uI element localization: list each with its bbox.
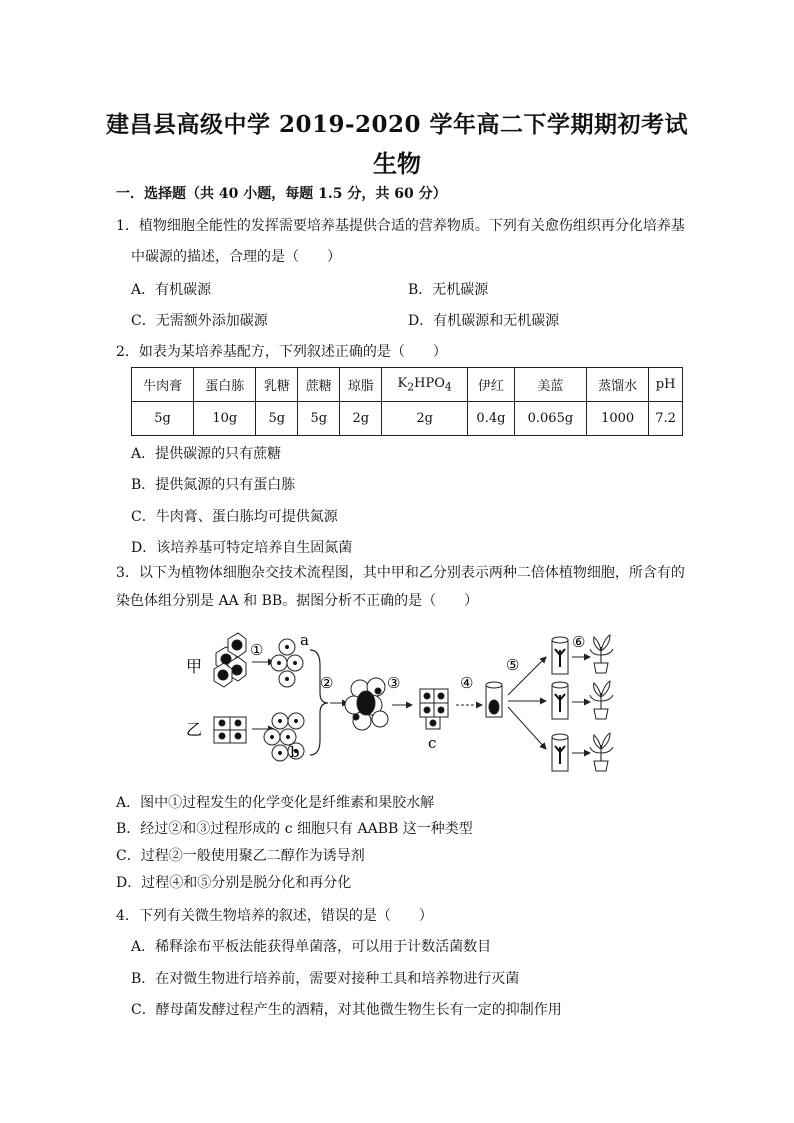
- potted-plant-3: [590, 733, 613, 771]
- regeneration-tube-1: [552, 637, 568, 674]
- cell-cluster-jia: [214, 633, 246, 687]
- q2-option-c: C．牛肉膏、蛋白胨均可提供氮源: [131, 509, 338, 525]
- q1-option-c: C．无需额外添加碳源: [131, 313, 268, 329]
- q4-option-a: A．稀释涂布平板法能获得单菌落，可以用于计数活菌数目: [131, 939, 492, 955]
- step-2-label: ②: [320, 674, 334, 692]
- table-header-cell: 乳糖: [256, 368, 298, 402]
- label-c: c: [428, 734, 437, 752]
- q1-option-a: A．有机碳源: [131, 282, 212, 298]
- hybrid-cells-c: [420, 689, 448, 729]
- step-3-label: ③: [387, 674, 401, 692]
- q3-option-c: C．过程②一般使用聚乙二醇作为诱导剂: [116, 848, 365, 864]
- fused-cells: [345, 678, 388, 730]
- table-cell: 2g: [382, 402, 468, 436]
- table-header-cell: 美蓝: [514, 368, 586, 402]
- q4-option-c: C．酵母菌发酵过程产生的酒精，对其他微生物生长有一定的抑制作用: [131, 1002, 562, 1018]
- q3-stem-line1: 3．以下为植物体细胞杂交技术流程图，其中甲和乙分别表示两种二倍体植物细胞，所含有的: [116, 565, 685, 581]
- table-cell: 5g: [298, 402, 340, 436]
- potted-plant-1: [590, 635, 613, 673]
- cell-cluster-yi: [214, 717, 246, 743]
- label-yi: 乙: [186, 720, 203, 739]
- table-cell: 10g: [194, 402, 256, 436]
- table-cell: 2g: [340, 402, 382, 436]
- q3-stem-line2: 染色体组分别是 AA 和 BB。据图分析不正确的是（ ）: [116, 593, 479, 609]
- table-cell: 5g: [132, 402, 194, 436]
- regeneration-tube-3: [552, 734, 568, 771]
- table-row: [132, 402, 683, 436]
- media-formula-table: [131, 367, 683, 436]
- q4-option-b: B．在对微生物进行培养前，需要对接种工具和培养物进行灭菌: [131, 971, 520, 987]
- table-cell: 0.4g: [468, 402, 515, 436]
- q1-stem-line1: 1．植物细胞全能性的发挥需要培养基提供合适的营养物质。下列有关愈伤组织再分化培养基: [116, 218, 685, 234]
- q2-option-d: D．该培养基可特定培养自生固氮菌: [131, 540, 353, 556]
- exam-title: 建昌县高级中学 2019-2020 学年高二下学期期初考试: [105, 111, 689, 138]
- q1-stem-line2: 中碳源的描述，合理的是（ ）: [131, 249, 341, 265]
- table-cell: 1000: [587, 402, 649, 436]
- label-jia: 甲: [186, 657, 203, 676]
- table-header-cell: 牛肉膏: [132, 368, 194, 402]
- table-cell: 5g: [256, 402, 298, 436]
- table-header-cell: 蒸馏水: [587, 368, 649, 402]
- step-4-label: ④: [460, 674, 474, 692]
- regeneration-tube-2: [552, 682, 568, 719]
- q2-option-a: A．提供碳源的只有蔗糖: [131, 446, 282, 462]
- table-cell: 0.065g: [514, 402, 586, 436]
- q2-stem: 2．如表为某培养基配方，下列叙述正确的是（ ）: [116, 344, 447, 360]
- q4-stem: 4．下列有关微生物培养的叙述，错误的是（ ）: [116, 908, 433, 924]
- exam-subject: 生物: [373, 149, 421, 178]
- table-header-row: [132, 368, 683, 402]
- table-cell: 7.2: [649, 402, 683, 436]
- q3-option-d: D．过程④和⑤分别是脱分化和再分化: [116, 875, 352, 891]
- q2-option-b: B．提供氮源的只有蛋白胨: [131, 477, 296, 493]
- table-header-cell: 蔗糖: [298, 368, 340, 402]
- q1-option-d: D．有机碳源和无机碳源: [408, 313, 560, 329]
- table-header-cell: pH: [649, 368, 683, 402]
- q1-option-b: B．无机碳源: [408, 282, 489, 298]
- label-a: a: [300, 631, 309, 649]
- table-header-cell: 琼脂: [340, 368, 382, 402]
- table-header-cell: $K_2HPO_4$: [382, 368, 468, 402]
- table-header-cell: 蛋白胨: [194, 368, 256, 402]
- potted-plant-2: [590, 681, 613, 719]
- q3-option-b: B．经过②和③过程形成的 c 细胞只有 AABB 这一种类型: [116, 821, 473, 837]
- step-6-label: ⑥: [572, 633, 586, 651]
- table-header-cell: 伊红: [468, 368, 515, 402]
- somatic-hybridization-diagram: [180, 625, 630, 790]
- q3-option-a: A．图中①过程发生的化学变化是纤维素和果胶水解: [116, 795, 435, 811]
- protoplast-a: [271, 639, 303, 687]
- label-b: b: [290, 743, 300, 761]
- callus-tube: [486, 682, 502, 717]
- merge-brace: [310, 650, 328, 755]
- section-heading: 一．选择题（共 40 小题，每题 1.5 分，共 60 分）: [116, 186, 447, 202]
- step-1-label: ①: [250, 641, 264, 659]
- step-5-label: ⑤: [506, 656, 520, 674]
